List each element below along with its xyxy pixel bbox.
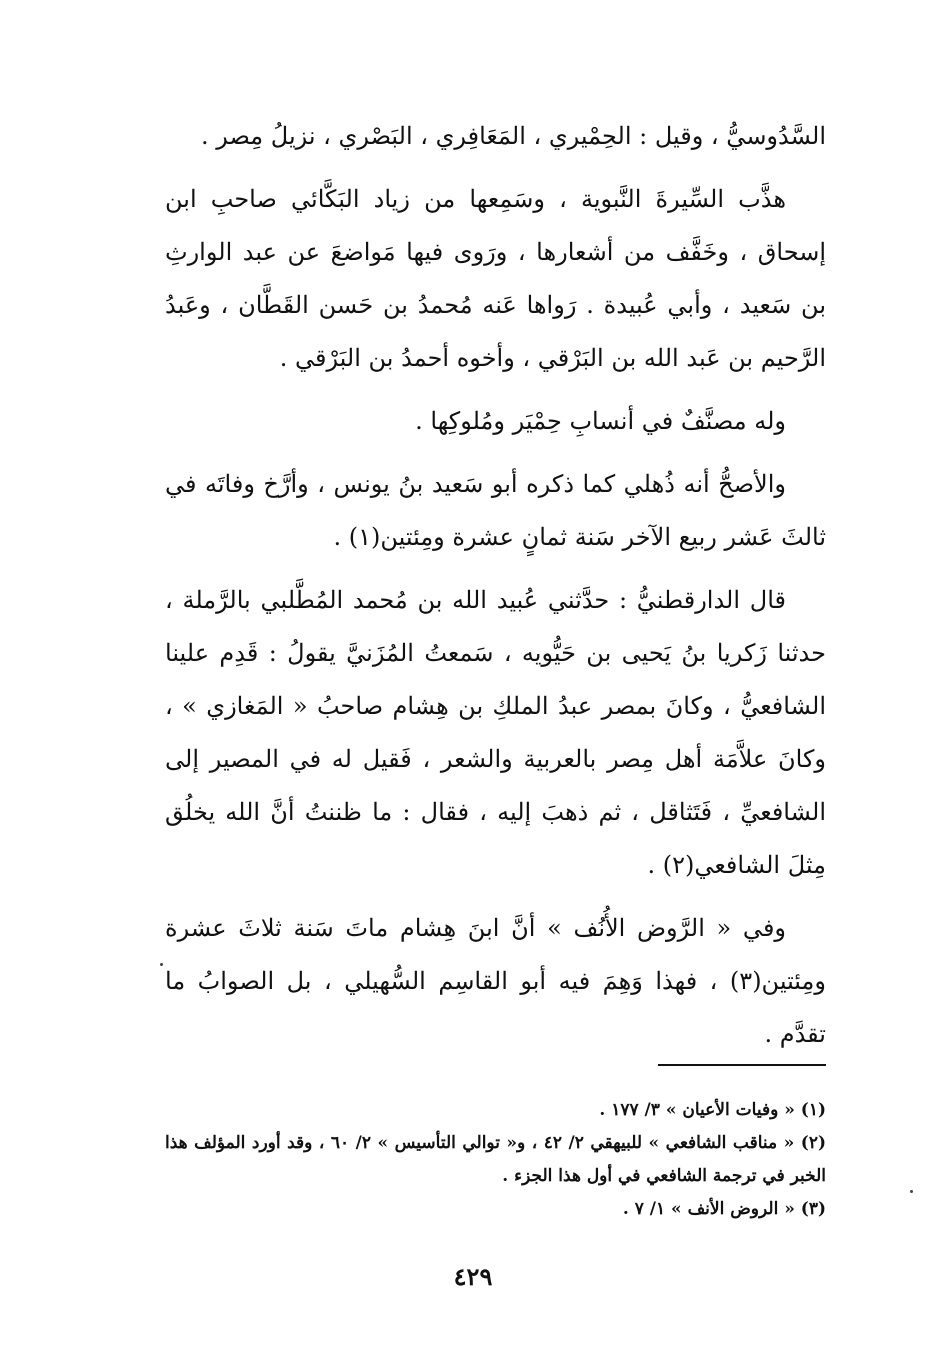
paragraph-1: السَّدُوسيُّ ، وقيل : الحِمْيري ، المَعَافِري ، البَصْري ، نزيلُ مِصر . <box>200 122 826 150</box>
page-number: ٤٢٩ <box>453 1262 493 1291</box>
scan-speck <box>910 1190 913 1193</box>
paragraph-6: وفي « الرَّوض الأُنُف » أنَّ ابنَ هِشام ماتَ سَنة ثلاثَ عشرة ومِئتين(٣) ، فهذا وَهِمَ فيه أبو القاسِم السُّهيلي ، بل الصوابُ ما تقدَّم . <box>165 914 826 1048</box>
paragraph-4: والأصحُّ أنه ذُهلي كما ذكره أبو سَعيد بنُ يونس ، وأرَّخ وفاتَه في ثالثَ عَشر ربيع الآخر سَنة ثمانٍ عشرة ومِئتين(١) . <box>165 470 826 551</box>
scan-speck <box>160 963 163 966</box>
main-text <box>165 110 826 1071</box>
paragraph-3: وله مصنَّفٌ في أنسابِ حِمْيَر ومُلوكِها . <box>415 407 786 435</box>
footnote-2: (٢) « مناقب الشافعي » للبيهقي ٢/ ٤٢ ، و« توالي التأسيس » ٢/ ٦٠ ، وقد أورد المؤلف هذا الخبر في ترجمة الشافعي في أول هذا الجزء . <box>165 1133 826 1186</box>
footnote-separator <box>658 1064 826 1066</box>
paragraph-5: قال الدارقطنيُّ : حدَّثني عُبيد الله بن مُحمد المُطَّلبي بالرَّملة ، حدثنا زَكريا بنُ يَحيى بن حَيُّويه ، سَمعتُ المُزَنيَّ يقولُ : قَدِم علينا الشافعيُّ ، وكانَ بمصر عبدُ الملكِ بن هِشام صاحبُ « المَغازي » ، وكانَ علاَّمَة أهل مِصر بالعربية والشعر ، فَقيل له في المصير إلى الشافعيِّ ، فَتَثاقل ، ثم ذهبَ إليه ، فقال : ما ظننتُ أنَّ الله يخلُق مِثلَ الشافعي(٢) . <box>165 586 826 879</box>
paragraph-2: هذَّب السِّيرةَ النَّبوية ، وسَمِعها من زياد البَكَّائي صاحبِ ابن إسحاق ، وخَفَّف من أشعارها ، ورَوى فيها مَواضعَ عن عبد الوارثِ بن سَعيد ، وأبي عُبيدة . رَواها عَنه مُحمدُ بن حَسن القَطَّان ، وعَبدُ الرَّحيم بن عَبد الله بن البَرْقي ، وأخوه أحمدُ بن البَرْقي . <box>165 185 826 372</box>
footnote-1: (١) « وفيات الأعيان » ٣/ ١٧٧ . <box>599 1100 826 1120</box>
footnote-3: (٣) « الروض الأنف » ١/ ٧ . <box>622 1199 826 1219</box>
footnotes <box>165 1094 826 1226</box>
